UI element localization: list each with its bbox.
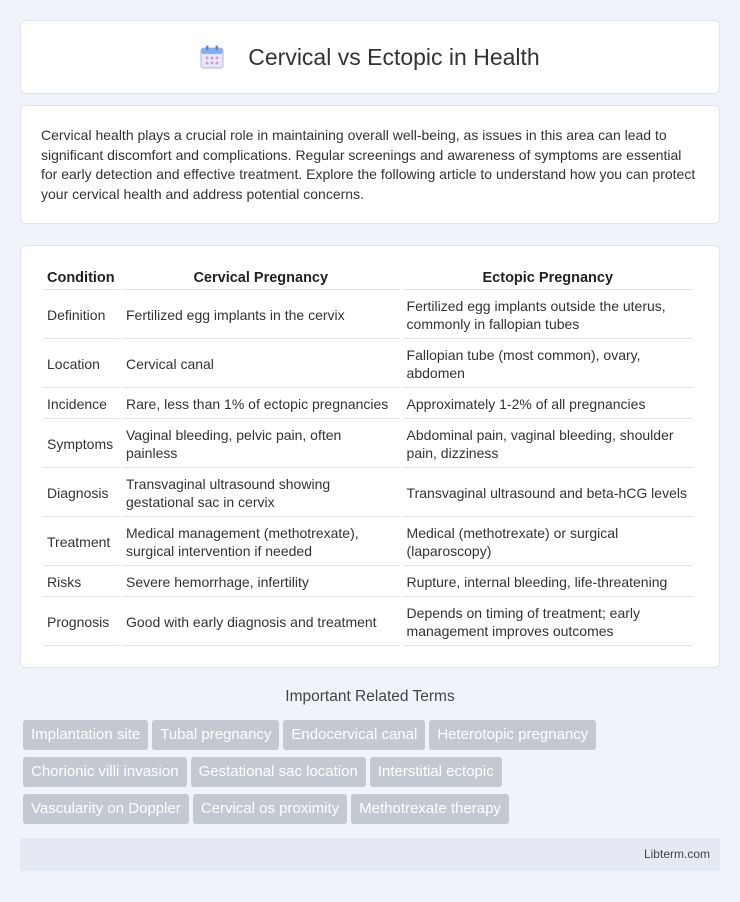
cervical-cell: Good with early diagnosis and treatment	[122, 599, 400, 646]
footer	[20, 838, 720, 871]
related-terms-list	[23, 720, 723, 831]
column-header-ectopic: Ectopic Pregnancy	[403, 268, 693, 290]
cervical-cell: Severe hemorrhage, infertility	[122, 568, 400, 597]
ectopic-cell: Transvaginal ultrasound and beta-hCG levels	[403, 470, 693, 517]
cervical-cell: Cervical canal	[122, 341, 400, 388]
intro-card	[20, 105, 720, 224]
related-term-tag[interactable]: Tubal pregnancy	[152, 720, 279, 750]
cervical-cell: Vaginal bleeding, pelvic pain, often painless	[122, 421, 400, 468]
ectopic-cell: Fertilized egg implants outside the uterus, commonly in fallopian tubes	[403, 292, 693, 339]
comparison-table	[40, 266, 696, 648]
table-row	[43, 519, 693, 566]
ectopic-cell: Medical (methotrexate) or surgical (laparoscopy)	[403, 519, 693, 566]
row-label: Prognosis	[43, 599, 119, 646]
ectopic-cell: Fallopian tube (most common), ovary, abdomen	[403, 341, 693, 388]
footer-link[interactable]: Libterm.com	[643, 847, 710, 861]
row-label: Treatment	[43, 519, 119, 566]
related-terms-title: Important Related Terms	[285, 688, 455, 705]
ectopic-cell: Rupture, internal bleeding, life-threatening	[403, 568, 693, 597]
calendar-icon	[200, 45, 224, 69]
column-header-cervical: Cervical Pregnancy	[122, 268, 400, 290]
cervical-cell: Fertilized egg implants in the cervix	[122, 292, 400, 339]
row-label: Diagnosis	[43, 470, 119, 517]
table-header-row	[43, 268, 693, 290]
related-term-tag[interactable]: Implantation site	[23, 720, 148, 750]
row-label: Definition	[43, 292, 119, 339]
table-row	[43, 341, 693, 388]
row-label: Location	[43, 341, 119, 388]
related-term-tag[interactable]: Endocervical canal	[283, 720, 425, 750]
related-term-tag[interactable]: Cervical os proximity	[193, 794, 347, 824]
intro-text: Cervical health plays a crucial role in maintaining overall well-being, as issues in this area can lead to significant discomfort and complications. Regular screenings and awareness of symptoms are essential for early detection and effective treatment. Explore the following article to understand how you can protect your cervical health and address potential concerns.	[41, 127, 696, 202]
comparison-table-card	[20, 245, 720, 668]
table-row	[43, 599, 693, 646]
cervical-cell: Medical management (methotrexate), surgical intervention if needed	[122, 519, 400, 566]
related-term-tag[interactable]: Gestational sac location	[191, 757, 366, 787]
related-term-tag[interactable]: Interstitial ectopic	[370, 757, 502, 787]
table-row	[43, 470, 693, 517]
ectopic-cell: Abdominal pain, vaginal bleeding, shoulder pain, dizziness	[403, 421, 693, 468]
row-label: Risks	[43, 568, 119, 597]
table-row	[43, 568, 693, 597]
cervical-cell: Transvaginal ultrasound showing gestational sac in cervix	[122, 470, 400, 517]
page-title: Cervical vs Ectopic in Health	[248, 43, 540, 70]
table-row	[43, 421, 693, 468]
column-header-condition: Condition	[43, 268, 119, 290]
ectopic-cell: Depends on timing of treatment; early management improves outcomes	[403, 599, 693, 646]
table-row	[43, 390, 693, 419]
related-term-tag[interactable]: Vascularity on Doppler	[23, 794, 189, 824]
table-row	[43, 292, 693, 339]
cervical-cell: Rare, less than 1% of ectopic pregnancies	[122, 390, 400, 419]
row-label: Symptoms	[43, 421, 119, 468]
related-term-tag[interactable]: Chorionic villi invasion	[23, 757, 187, 787]
related-term-tag[interactable]: Methotrexate therapy	[351, 794, 509, 824]
related-term-tag[interactable]: Heterotopic pregnancy	[429, 720, 596, 750]
header-card	[20, 20, 720, 94]
row-label: Incidence	[43, 390, 119, 419]
ectopic-cell: Approximately 1-2% of all pregnancies	[403, 390, 693, 419]
